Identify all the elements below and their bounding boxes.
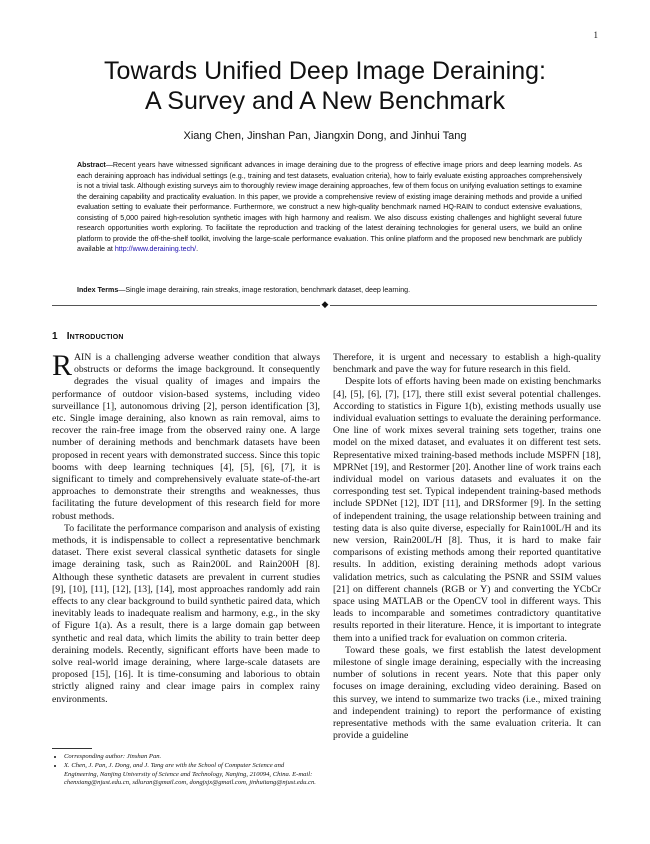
section-title: Introduction — [66, 331, 124, 342]
footnote-corresponding-author: • Corresponding author: Jinshan Pan. — [64, 753, 320, 761]
abstract-end: . — [196, 245, 199, 253]
intro-paragraph-1-text: AIN is a challenging adverse weather condition that always obstructs or deforms the image background. It consequently degrades the visual quality of images and impairs the performance of outdoor vision-based systems, including video surveillance [1], autonomous driving [2], person identification [3], etc. Single image deraining, also known as rain removal, aims to recover the rain-free image from the observed rainy one. A large number of deraining methods and benchmark datasets have been proposed in recent years with demonstrated success. Since this topic booms with deep learning techniques [4], [5], [6], [7], it is significant to timely and comprehensively evaluate state-of-the-art approaches to demonstrate their strengths and weaknesses, thus facilitating the future development of this research field for more robust methods. — [52, 352, 320, 522]
right-column — [333, 352, 601, 743]
dropcap: R — [52, 349, 73, 382]
footnotes — [52, 753, 320, 789]
footnote-rule — [52, 748, 92, 749]
section-heading — [52, 331, 124, 342]
intro-paragraph-2: To facilitate the performance comparison and analysis of existing methods, it is indispensable to collect a representative benchmark dataset. There exist several classical synthetic datasets for single image deraining task, such as Rain200L and Rain200H [8]. Although these synthetic datasets are prevalent in current studies [9], [10], [11], [12], [13], [14], most approaches randomly add rain effects to any clear background to build synthetic paired data, which inevitably leads to inadequate realism and harmony, e.g., in the sky of Figure 1(a). As a result, there is a large domain gap between synthetic and real data, which limits the ability to train better deep deraining models. Recently, significant efforts have been made to solve real-world image deraining, where large-scale datasets are proposed [15], [16]. It is time-consuming and laborious to obtain strictly aligned rainy and clear image pairs in complex rainy environments. — [52, 522, 320, 705]
abstract — [77, 160, 582, 255]
index-terms-text: —Single image deraining, rain streaks, image restoration, benchmark dataset, deep learning. — [118, 286, 411, 294]
title-line-2: A Survey and A New Benchmark — [145, 87, 505, 115]
left-column — [52, 349, 320, 706]
divider-diamond-icon: ◆ — [321, 300, 329, 310]
intro-paragraph-5: Toward these goals, we first establish the latest development milestone of single image deraining, especially with the increasing number of solutions in recent years. Note that this paper only focuses on image deraining, excluding video deraining. Based on this survey, we intend to summarize two tracks (i.e., mixed training and independent training) to report the performance of existing representative methods with the same evaluation criteria. It can provide a guideline — [333, 644, 601, 742]
paper-title — [0, 56, 650, 116]
intro-paragraph-3: Therefore, it is urgent and necessary to establish a high-quality benchmark and pave the way for future research in this field. — [333, 352, 601, 376]
abstract-link[interactable]: http://www.deraining.tech/ — [114, 245, 197, 253]
footnote-affiliations: • X. Chen, J. Pan, J. Dong, and J. Tang are with the School of Computer Science and Engineering, Nanjing University of Science and Technology, Nanjing, 210094, China. E-mail: chenxiang@njust.edu.cn, sdluran@gmail.com, dongjxjx@gmail.com, jinhuitang@njust.edu.cn. — [64, 762, 320, 787]
intro-paragraph-1 — [52, 349, 320, 523]
authors: Xiang Chen, Jinshan Pan, Jiangxin Dong, and Jinhui Tang — [183, 130, 467, 142]
index-terms — [77, 285, 582, 295]
abstract-text: —Recent years have witnessed significant advances in image deraining due to the progress of effective image priors and deep learning models. As each deraining approach has individual settings (e.g., training and test datasets, evaluation criteria), how to fairly evaluate existing approaches comprehensively is not a trivial task. Although existing surveys aim to thoroughly review image deraining approaches, few of them focus on unifying evaluation settings to examine the deraining capability and practicality evaluation. In this paper, we provide a comprehensive review of existing image deraining methods and provide a unified evaluation setting to evaluate their performance. Furthermore, we construct a new high-quality benchmark named HQ-RAIN to conduct extensive evaluations, consisting of 5,000 paired high-resolution synthetic images with high harmony and realism. We also discuss existing challenges and highlight several future research opportunities worth exploring. To facilitate the reproduction and tracking of the latest deraining technologies for general users, we build an online platform to provide the off-the-shelf toolkit, involving the large-scale performance evaluation. This online platform and the proposed new benchmark are publicly available at — [77, 161, 582, 253]
title-line-1: Towards Unified Deep Image Deraining: — [104, 57, 546, 85]
intro-paragraph-4: Despite lots of efforts having been made on existing benchmarks [4], [5], [6], [7], [17], there still exist several potential challenges. According to statistics in Figure 1(b), existing methods usually use individual evaluation settings to evaluate the deraining performance. One line of work mixes several training sets together, trains one model on the mixed dataset, and evaluates it on different test sets. Representative mixed training-based methods include MSPFN [18], MPRNet [19], and Restormer [20]. Another line of work trains each individual model on various datasets and evaluates it on the corresponding test set. Typical independent training-based methods include SPDNet [12], IDT [11], and DRSformer [9]. In the setting of independent training, the usage relationship between training and testing data is also quite diverse, especially for Rain100L/H and its new version, Rain200L/H [8]. Thus, it is hard to make fair comparisons of existing methods among their reported quantitative results. In addition, existing deraining methods adopt various validation metrics, such as calculating the PSNR and SSIM values [21] on different channels (RGB or Y) and converting the YCbCr space using MATLAB or the OpenCV tool in different ways. This leads to incomparable and sometimes contradictory quantitative results reported in their literature. Hence, it is important to integrate them into a unified track for evaluation on common criteria. — [333, 376, 601, 644]
abstract-label: Abstract — [77, 161, 106, 169]
page-number: 1 — [593, 30, 598, 40]
index-terms-label: Index Terms — [77, 286, 119, 294]
section-number: 1 — [52, 331, 58, 342]
